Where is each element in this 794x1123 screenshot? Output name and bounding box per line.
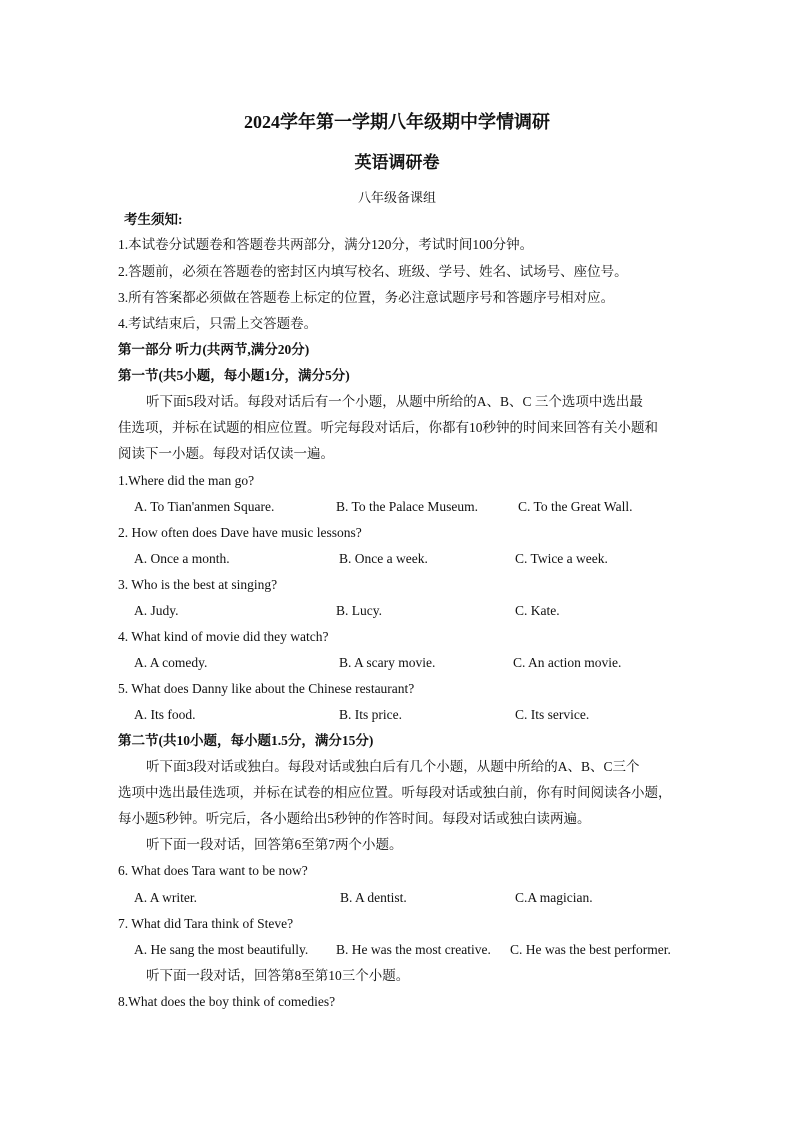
question-stem: 5. What does Danny like about the Chinese restaurant?	[118, 681, 415, 696]
option-a: A. Its food.	[134, 707, 196, 722]
section1-heading: 第一节(共5小题，每小题1分，满分5分)	[118, 368, 350, 383]
question-stem: 6. What does Tara want to be now?	[118, 863, 308, 878]
exam-title: 2024学年第一学期八年级期中学情调研	[244, 112, 550, 132]
section1-instruction: 佳选项，并标在试题的相应位置。听完每段对话后，你都有10秒钟的时间来回答有关小题和	[118, 420, 658, 435]
group-note: 听下面一段对话，回答第6至第7两个小题。	[146, 837, 403, 852]
option-b: B. A dentist.	[340, 890, 407, 905]
option-a: A. A writer.	[134, 890, 197, 905]
option-b: B. Once a week.	[339, 551, 428, 566]
option-c: C. Kate.	[515, 603, 560, 618]
option-a: A. Once a month.	[134, 551, 230, 566]
notice-heading: 考生须知:	[124, 212, 183, 227]
question-stem: 4. What kind of movie did they watch?	[118, 629, 329, 644]
exam-subtitle: 英语调研卷	[354, 153, 440, 172]
section2-instruction: 每小题5秒钟。听完后，各小题给出5秒钟的作答时间。每段对话或独白读两遍。	[118, 811, 591, 826]
option-c: C.A magician.	[515, 890, 593, 905]
question-stem: 8.What does the boy think of comedies?	[118, 994, 336, 1009]
option-a: A. A comedy.	[134, 655, 208, 670]
option-c: C. Its service.	[515, 707, 590, 722]
section1-instruction: 阅读下一小题。每段对话仅读一遍。	[118, 446, 334, 461]
part1-heading: 第一部分 听力(共两节,满分20分)	[118, 342, 310, 357]
option-c: C. Twice a week.	[515, 551, 608, 566]
notice-item: 2.答题前，必须在答题卷的密封区内填写校名、班级、学号、姓名、试场号、座位号。	[118, 264, 628, 279]
notice-item: 1.本试卷分试题卷和答题卷共两部分，满分120分，考试时间100分钟。	[118, 237, 534, 252]
option-b: B. Lucy.	[336, 603, 382, 618]
question-stem: 7. What did Tara think of Steve?	[118, 916, 294, 931]
option-a: A. To Tian'anmen Square.	[134, 499, 275, 514]
option-a: A. He sang the most beautifully.	[134, 942, 309, 957]
option-c: C. He was the best performer.	[510, 942, 671, 957]
group-note: 听下面一段对话，回答第8至第10三个小题。	[146, 968, 410, 983]
section2-instruction: 听下面3段对话或独白。每段对话或独白后有几个小题，从题中所给的A、B、C三个	[146, 759, 640, 774]
option-b: B. A scary movie.	[339, 655, 436, 670]
option-c: C. To the Great Wall.	[518, 499, 633, 514]
section2-instruction: 选项中选出最佳选项，并标在试卷的相应位置。听每段对话或独白前，你有时间阅读各小题，	[118, 785, 672, 800]
exam-author: 八年级备课组	[357, 190, 436, 205]
question-stem: 2. How often does Dave have music lessons?	[118, 525, 362, 540]
question-stem: 1.Where did the man go?	[118, 473, 255, 488]
option-a: A. Judy.	[134, 603, 179, 618]
option-c: C. An action movie.	[513, 655, 622, 670]
option-b: B. To the Palace Museum.	[336, 499, 479, 514]
notice-item: 4.考试结束后，只需上交答题卷。	[118, 316, 318, 331]
question-stem: 3. Who is the best at singing?	[118, 577, 278, 592]
option-b: B. He was the most creative.	[336, 942, 491, 957]
section2-heading: 第二节(共10小题，每小题1.5分，满分15分)	[118, 733, 374, 748]
section1-instruction: 听下面5段对话。每段对话后有一个小题，从题中所给的A、B、C 三个选项中选出最	[146, 394, 643, 409]
notice-item: 3.所有答案都必须做在答题卷上标定的位置，务必注意试题序号和答题序号相对应。	[118, 290, 615, 305]
option-b: B. Its price.	[339, 707, 402, 722]
